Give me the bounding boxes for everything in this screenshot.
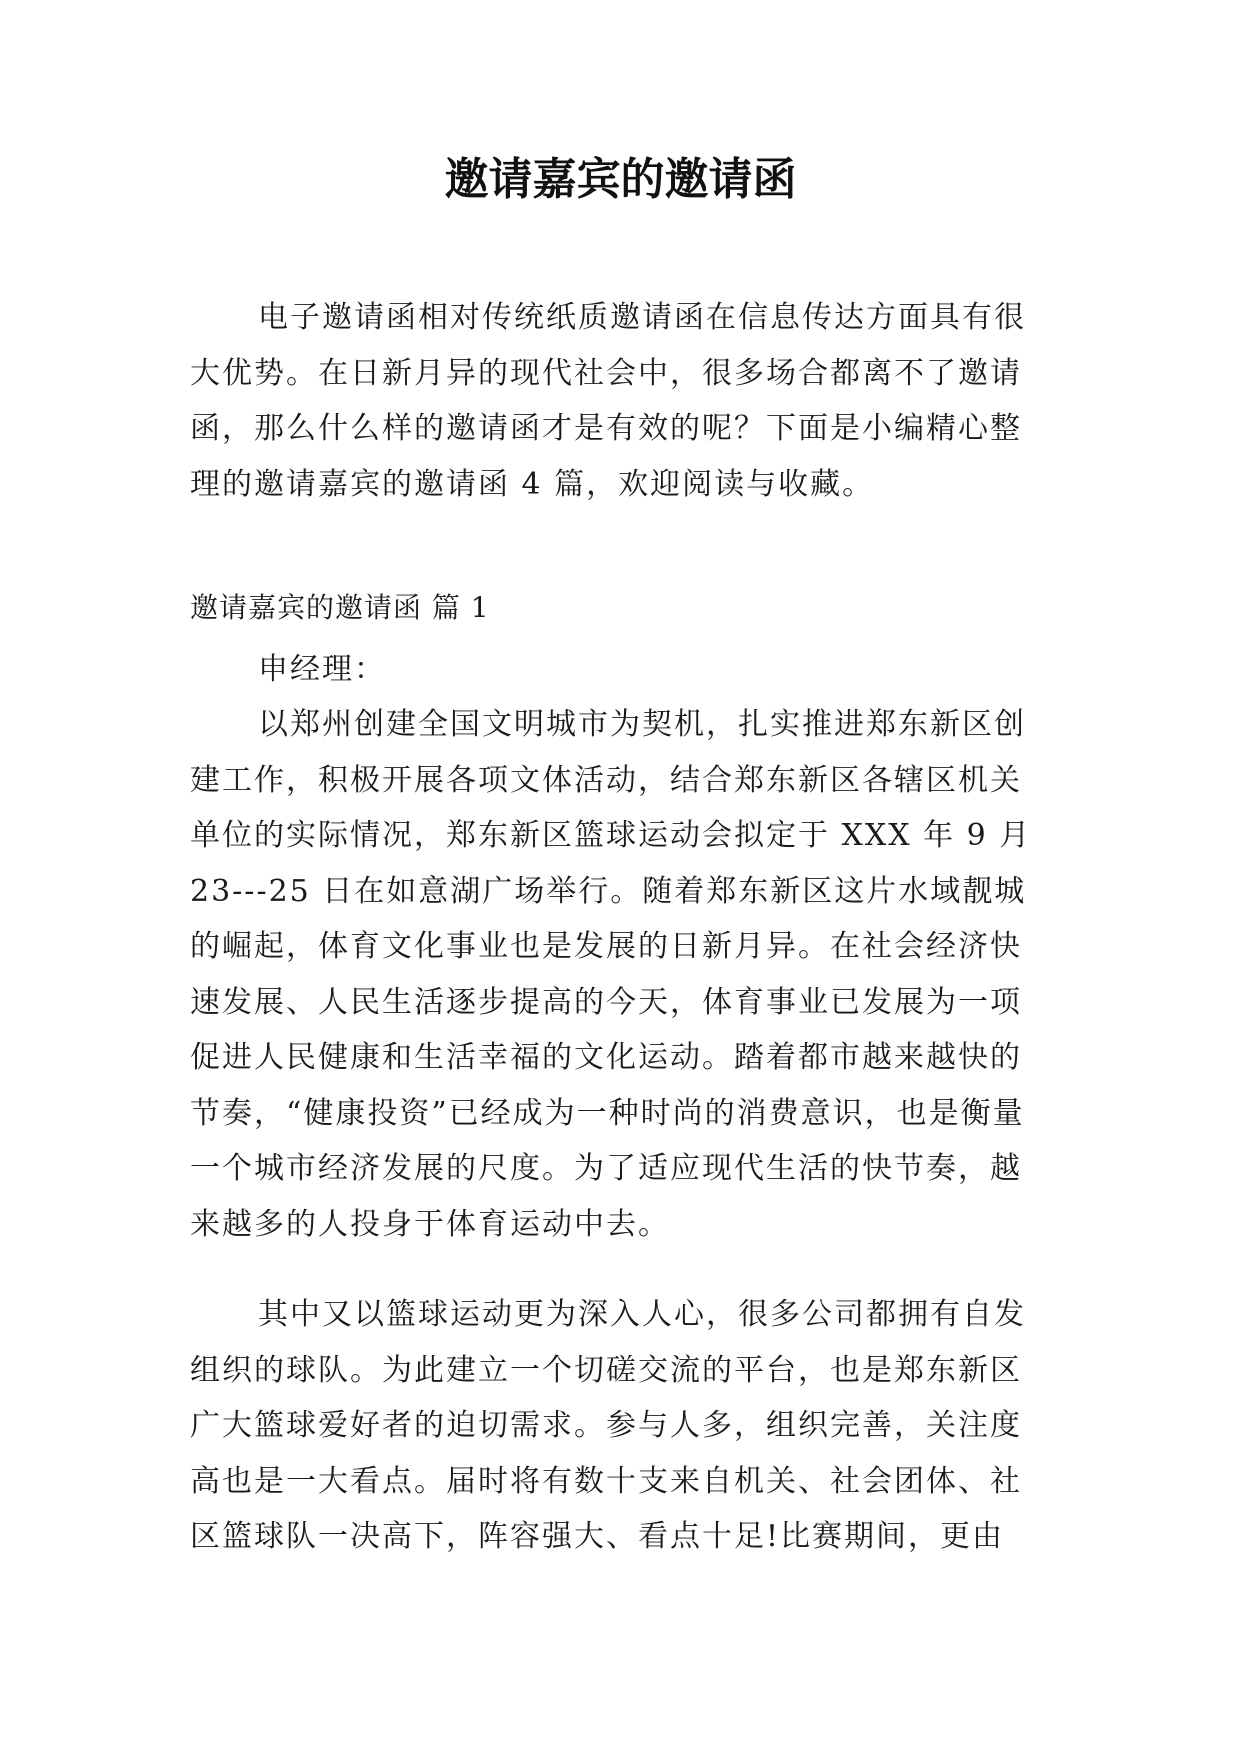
intro-paragraph: 电子邀请函相对传统纸质邀请函在信息传达方面具有很大优势。在日新月异的现代社会中，很多场合都离不了邀请函，那么什么样的邀请函才是有效的呢？下面是小编精心整理的邀请嘉宾的邀请函 4 篇，欢迎阅读与收藏。 <box>190 300 1026 502</box>
body-paragraph-2: 其中又以篮球运动更为深入人心，很多公司都拥有自发组织的球队。为此建立一个切磋交流的平台，也是郑东新区广大篮球爱好者的迫切需求。参与人多，组织完善，关注度高也是一大看点。届时将有数十支来自机关、社会团体、社区篮球队一决高下，阵容强大、看点十足!比赛期间，更由 <box>190 1297 1026 1554</box>
document-title: 邀请嘉宾的邀请函 <box>444 154 797 205</box>
body-paragraph-1: 以郑州创建全国文明城市为契机，扎实推进郑东新区创建工作，积极开展各项文体活动，结合郑东新区各辖区机关单位的实际情况，郑东新区篮球运动会拟定于 XXX 年 9 月 23---25 日在如意湖广场举行。随着郑东新区这片水域靓城的崛起，体育文化事业也是发展的日新月异。在社会经济快速发展、人民生活逐步提高的今天，体育事业已发展为一项促进人民健康和生活幸福的文化运动。踏着都市越来越快的节奏，“健康投资”已经成为一种时尚的消费意识，也是衡量一个城市经济发展的尺度。为了适应现代生活的快节奏，越来越多的人投身于体育运动中去。 <box>190 707 1032 1242</box>
section-heading: 邀请嘉宾的邀请函 篇 1 <box>190 591 490 624</box>
salutation: 申经理： <box>258 652 386 687</box>
